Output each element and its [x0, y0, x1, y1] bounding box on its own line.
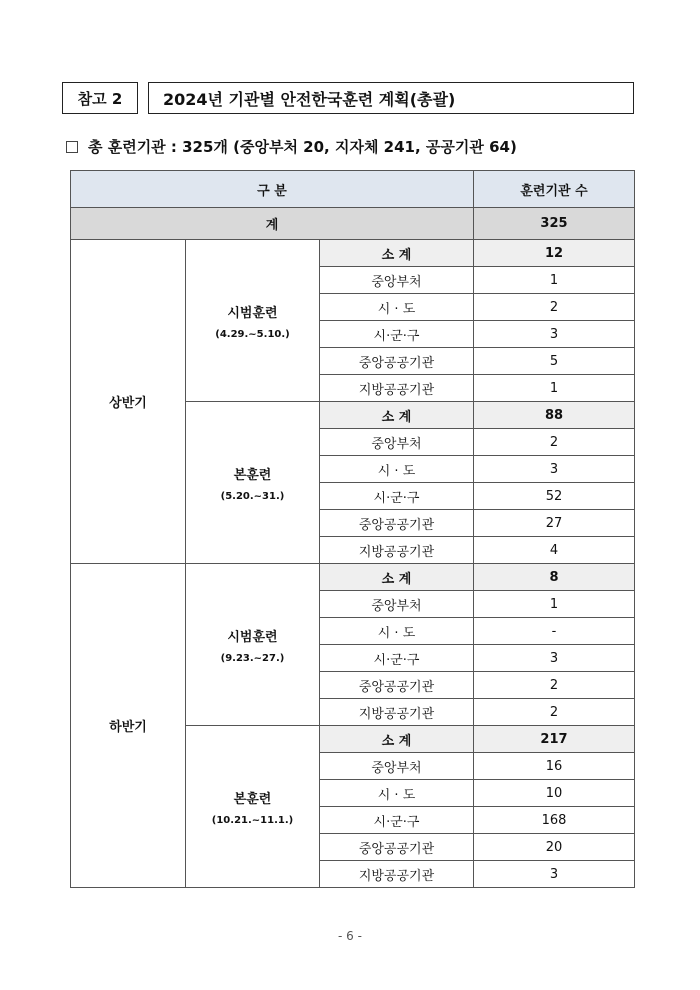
institution-count: 12 [474, 240, 635, 267]
institution-count: - [474, 618, 635, 645]
institution-type: 시·군·구 [320, 645, 474, 672]
period-cell [186, 726, 320, 888]
period-name: 본훈련 [233, 791, 272, 807]
institution-count: 1 [474, 267, 635, 294]
institution-count: 88 [474, 402, 635, 429]
reference-label: 참고 2 [62, 82, 138, 114]
period-cell [186, 564, 320, 726]
total-label: 계 [71, 208, 474, 240]
period-dates: (5.20.~31.) [220, 490, 285, 502]
institution-type: 중앙부처 [320, 591, 474, 618]
institution-type: 시·군·구 [320, 483, 474, 510]
institution-count: 2 [474, 294, 635, 321]
institution-type: 중앙공공기관 [320, 834, 474, 861]
institution-type: 중앙공공기관 [320, 348, 474, 375]
institution-type: 시·군·구 [320, 807, 474, 834]
institution-type: 시 · 도 [320, 456, 474, 483]
institution-count: 10 [474, 780, 635, 807]
institution-count: 168 [474, 807, 635, 834]
period-cell [186, 240, 320, 402]
institution-type: 시 · 도 [320, 294, 474, 321]
institution-count: 3 [474, 321, 635, 348]
institution-count: 3 [474, 645, 635, 672]
institution-count: 3 [474, 456, 635, 483]
period-dates: (10.21.~11.1.) [211, 814, 294, 826]
institution-type: 중앙부처 [320, 753, 474, 780]
institution-count: 16 [474, 753, 635, 780]
total-row [71, 208, 635, 240]
institution-type: 시·군·구 [320, 321, 474, 348]
header-category: 구 분 [71, 171, 474, 208]
institution-count: 2 [474, 699, 635, 726]
institution-count: 20 [474, 834, 635, 861]
institution-count: 1 [474, 591, 635, 618]
header-count: 훈련기관 수 [474, 171, 635, 208]
institution-type: 지방공공기관 [320, 861, 474, 888]
institution-count: 8 [474, 564, 635, 591]
institution-type: 중앙공공기관 [320, 672, 474, 699]
document-title: 2024년 기관별 안전한국훈련 계획(총괄) [148, 82, 634, 114]
institution-count: 4 [474, 537, 635, 564]
institution-count: 1 [474, 375, 635, 402]
subtotal-row [71, 240, 635, 267]
institution-type: 소 계 [320, 402, 474, 429]
institution-type: 중앙공공기관 [320, 510, 474, 537]
institution-count: 217 [474, 726, 635, 753]
institution-type: 지방공공기관 [320, 537, 474, 564]
institution-count: 5 [474, 348, 635, 375]
institution-type: 중앙부처 [320, 429, 474, 456]
institution-count: 52 [474, 483, 635, 510]
summary-line [66, 136, 517, 157]
institution-type: 지방공공기관 [320, 375, 474, 402]
institution-count: 27 [474, 510, 635, 537]
period-name: 시범훈련 [227, 629, 278, 645]
half-label: 하반기 [71, 564, 186, 888]
institution-type: 소 계 [320, 726, 474, 753]
institution-type: 시 · 도 [320, 618, 474, 645]
period-cell [186, 402, 320, 564]
institution-count: 3 [474, 861, 635, 888]
total-value: 325 [474, 208, 635, 240]
subtotal-row [71, 564, 635, 591]
period-name: 시범훈련 [227, 305, 278, 321]
institution-type: 소 계 [320, 564, 474, 591]
institution-type: 소 계 [320, 240, 474, 267]
period-dates: (9.23.~27.) [220, 652, 285, 664]
institution-type: 중앙부처 [320, 267, 474, 294]
half-label: 상반기 [71, 240, 186, 564]
institution-type: 지방공공기관 [320, 699, 474, 726]
period-name: 본훈련 [233, 467, 272, 483]
institution-type: 시 · 도 [320, 780, 474, 807]
summary-text: 총 훈련기관 : 325개 (중앙부처 20, 지자체 241, 공공기관 64) [88, 138, 517, 156]
institution-count: 2 [474, 672, 635, 699]
checkbox-square-icon [66, 141, 78, 153]
institution-count: 2 [474, 429, 635, 456]
training-plan-table [70, 170, 635, 888]
page-number: - 6 - [338, 929, 362, 943]
period-dates: (4.29.~5.10.) [215, 328, 290, 340]
